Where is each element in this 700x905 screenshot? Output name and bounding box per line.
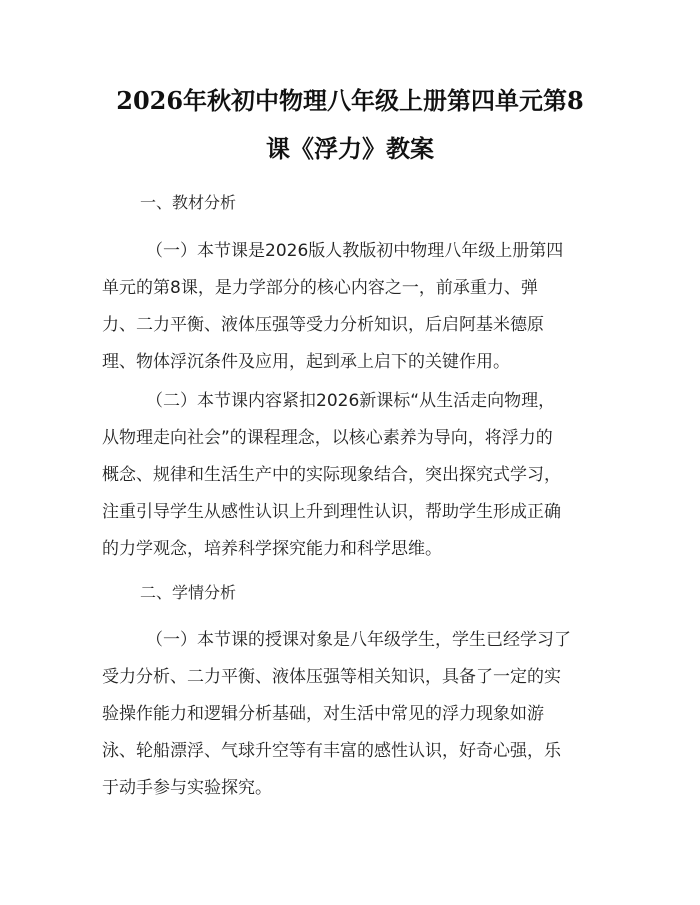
paragraph-line: 从物理走向社会”的课程理念，以核心素养为导向，将浮力的 (102, 428, 553, 448)
paragraph-line: 泳、轮船漂浮、气球升空等有丰富的感性认识，好奇心强，乐 (102, 741, 561, 761)
paragraph-line: 验操作能力和逻辑分析基础，对生活中常见的浮力现象如游 (102, 704, 544, 724)
document-title-line-2: 课《浮力》教案 (266, 134, 434, 163)
paragraph-line: 的力学观念，培养科学探究能力和科学思维。 (102, 539, 442, 559)
paragraph-line: （一）本节课的授课对象是八年级学生，学生已经学习了 (146, 630, 571, 650)
paragraph-line: （一）本节课是2026版人教版初中物理八年级上册第四 (146, 241, 564, 261)
paragraph-line: 理、物体浮沉条件及应用，起到承上启下的关键作用。 (102, 352, 510, 372)
paragraph-line: 力、二力平衡、液体压强等受力分析知识，后启阿基米德原 (102, 315, 544, 335)
paragraph-line: （二）本节课内容紧扣2026新课标“从生活走向物理， (146, 391, 556, 411)
paragraph-line: 单元的第8课，是力学部分的核心内容之一，前承重力、弹 (102, 278, 538, 298)
document-title-line-1: 2026年秋初中物理八年级上册第四单元第8 (116, 86, 584, 115)
paragraph-teaching-material-2 (102, 383, 602, 568)
paragraph-line: 受力分析、二力平衡、液体压强等相关知识，具备了一定的实 (102, 667, 561, 687)
section-heading-teaching-material: 一、教材分析 (140, 193, 237, 212)
paragraph-line: 注重引导学生从感性认识上升到理性认识，帮助学生形成正确 (102, 502, 561, 522)
section-heading-student-analysis: 二、学情分析 (140, 583, 237, 602)
paragraph-line: 概念、规律和生活生产中的实际现象结合，突出探究式学习， (102, 465, 561, 485)
paragraph-teaching-material-1 (102, 233, 602, 381)
paragraph-line: 于动手参与实验探究。 (102, 778, 272, 798)
paragraph-student-analysis-1 (102, 622, 602, 807)
